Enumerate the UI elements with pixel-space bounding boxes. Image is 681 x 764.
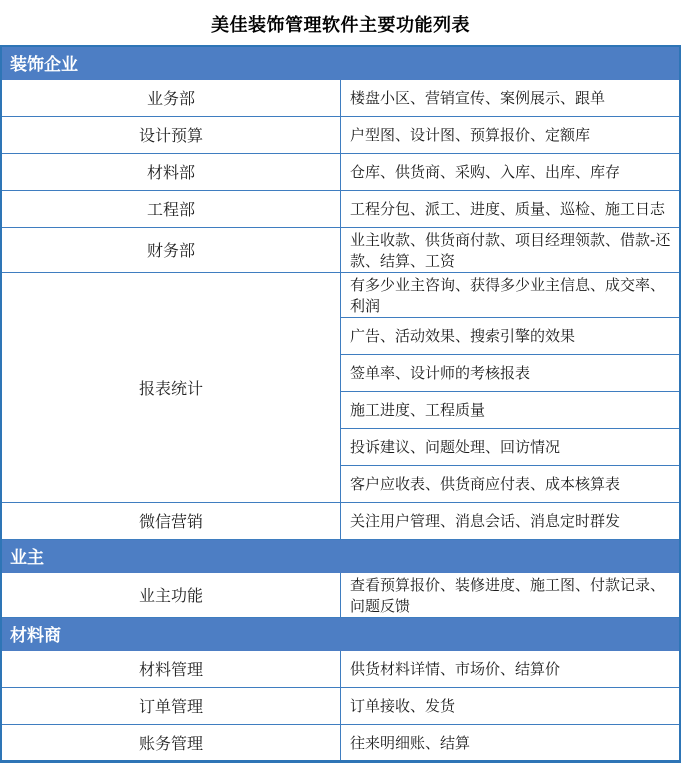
section-header-label: 业主 [1, 539, 680, 572]
table-row [1, 650, 680, 687]
table-row [1, 502, 680, 539]
row-features: 签单率、设计师的考核报表 [341, 354, 681, 391]
row-label: 订单管理 [1, 687, 341, 724]
row-features: 有多少业主咨询、获得多少业主信息、成交率、利润 [341, 272, 681, 317]
feature-table [0, 45, 681, 763]
row-features: 往来明细账、结算 [341, 724, 681, 761]
row-features: 仓库、供货商、采购、入库、出库、库存 [341, 153, 681, 190]
row-features: 供货材料详情、市场价、结算价 [341, 650, 681, 687]
section-header-label: 装饰企业 [1, 46, 680, 79]
section-header-owner [1, 539, 680, 572]
table-row [1, 572, 680, 617]
row-label: 工程部 [1, 190, 341, 227]
row-label: 账务管理 [1, 724, 341, 761]
table-row [1, 227, 680, 272]
table-row [1, 116, 680, 153]
table-row [1, 724, 680, 761]
table-row [1, 687, 680, 724]
table-row [1, 272, 680, 317]
section-header-enterprise [1, 46, 680, 79]
row-features: 楼盘小区、营销宣传、案例展示、跟单 [341, 79, 681, 116]
row-features: 工程分包、派工、进度、质量、巡检、施工日志 [341, 190, 681, 227]
row-label: 微信营销 [1, 502, 341, 539]
row-features: 查看预算报价、装修进度、施工图、付款记录、问题反馈 [341, 572, 681, 617]
row-label: 设计预算 [1, 116, 341, 153]
table-row [1, 153, 680, 190]
table-row [1, 190, 680, 227]
row-features: 业主收款、供货商付款、项目经理领款、借款-还款、结算、工资 [341, 227, 681, 272]
row-features: 投诉建议、问题处理、回访情况 [341, 428, 681, 465]
row-features: 广告、活动效果、搜索引擎的效果 [341, 317, 681, 354]
row-label: 财务部 [1, 227, 341, 272]
section-header-label: 材料商 [1, 617, 680, 650]
row-features: 施工进度、工程质量 [341, 391, 681, 428]
row-label: 材料部 [1, 153, 341, 190]
row-features: 户型图、设计图、预算报价、定额库 [341, 116, 681, 153]
row-label-merged: 报表统计 [1, 272, 341, 502]
row-features: 关注用户管理、消息会话、消息定时群发 [341, 502, 681, 539]
table-row [1, 79, 680, 116]
row-label: 业主功能 [1, 572, 341, 617]
page-title: 美佳装饰管理软件主要功能列表 [211, 15, 470, 36]
section-header-supplier [1, 617, 680, 650]
row-label: 业务部 [1, 79, 341, 116]
row-features: 订单接收、发货 [341, 687, 681, 724]
row-label: 材料管理 [1, 650, 341, 687]
row-features: 客户应收表、供货商应付表、成本核算表 [341, 465, 681, 502]
